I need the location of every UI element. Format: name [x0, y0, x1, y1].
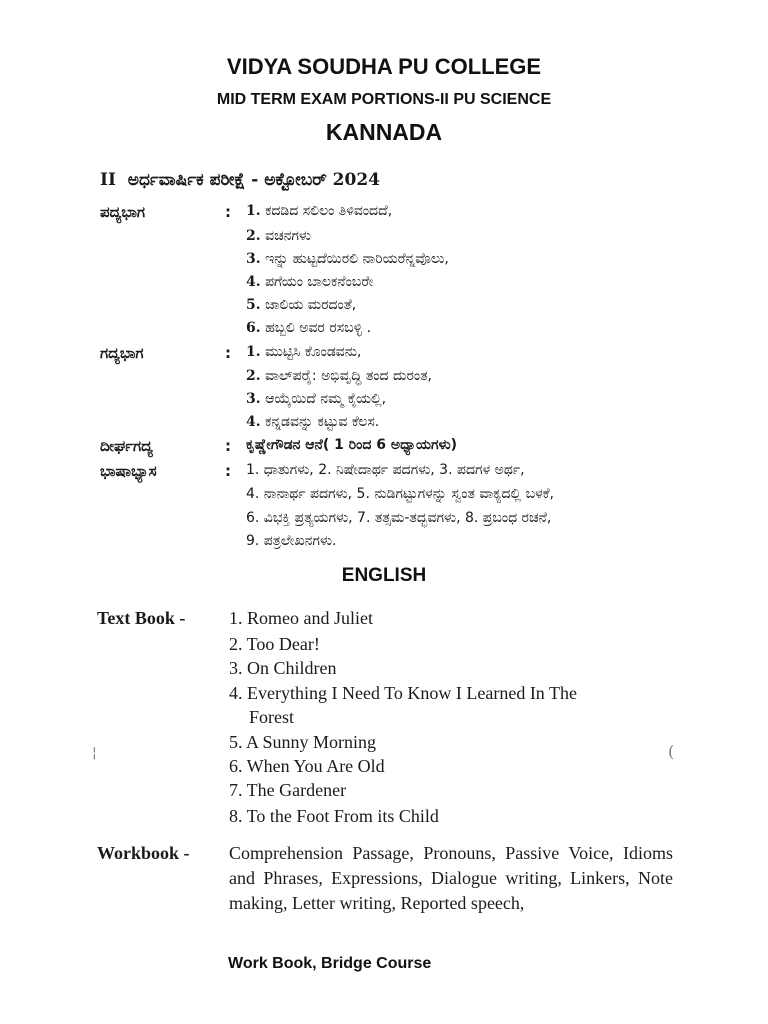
textbook-item: 5. A Sunny Morning [229, 732, 377, 752]
bhasha-line: 6. ವಿಭಕ್ತಿ ಪ್ರತ್ಯಯಗಳು, 7. ತತ್ಸಮ-ತದ್ಭವಗಳು, 8. ಪ್ರಬಂಧ ರಚನೆ, [246, 510, 552, 526]
gadya-item [246, 368, 432, 384]
item-text: ಹಬ್ಬಲಿ ಅವರ ರಸಬಳ್ಳಿ . [265, 320, 372, 336]
item-text: ಕದಡಿದ ಸಲಿಲಂ ತಿಳಿವಂದದೆ, [265, 203, 393, 219]
deerga-label: ದೀರ್ಘಗದ್ಯ [100, 437, 153, 455]
item-number: 3. [246, 251, 261, 267]
title-year: 2024 [332, 170, 380, 190]
item-number: 2. [246, 228, 261, 244]
textbook-item: 4. Everything I Need To Know I Learned In The [229, 683, 577, 703]
item-number: 6. [246, 320, 261, 336]
textbook-item: 7. The Gardener [229, 780, 347, 800]
item-number: 5. [246, 297, 261, 313]
padya-item [246, 251, 449, 267]
padya-item [246, 320, 371, 336]
item-text: ಪಗೆಯಂ ಬಾಲಕನೆಂಬರೇ [265, 274, 374, 290]
item-text: ವಾಲ್‌ಪರೈ: ಅಭಿವೃದ್ಧಿ ತಂದ ದುರಂತ, [265, 368, 432, 384]
footer-note: Work Book, Bridge Course [228, 955, 432, 972]
textbook-item-continued: Forest [249, 707, 294, 727]
deerga-colon: : [225, 437, 231, 455]
exam-title: MID TERM EXAM PORTIONS-II PU SCIENCE [216, 91, 552, 108]
gadya-item [246, 391, 386, 407]
item-number: 1. [246, 203, 261, 219]
scan-mark-left: ¦ [92, 745, 97, 761]
item-number: 4. [246, 274, 261, 290]
item-number: 2. [246, 368, 261, 384]
college-name: VIDYA SOUDHA PU COLLEGE [226, 54, 542, 79]
textbook-item: 8. To the Foot From its Child [229, 806, 439, 826]
item-text: ವಚನಗಳು [265, 228, 312, 244]
workbook-label: Workbook - [97, 843, 190, 863]
item-text: ಕನ್ನಡವನ್ನು ಕಟ್ಟುವ ಕೆಲಸ. [265, 414, 380, 430]
gadya-label: ಗದ್ಯಭಾಗ [100, 344, 144, 362]
bhasha-line: 1. ಧಾತುಗಳು, 2. ನಿಷೇದಾರ್ಥ ಪದಗಳು, 3. ಪದಗಳ ಅರ್ಥ, [246, 462, 525, 478]
textbook-label: Text Book - [97, 608, 186, 628]
item-number: 1. [246, 344, 261, 360]
textbook-item: 3. On Children [229, 658, 337, 678]
padya-colon: : [225, 203, 231, 221]
item-text: ಇನ್ನು ಹುಟ್ಟದೆಯಿರಲಿ ನಾರಿಯರೆನ್ನವೊಲು, [265, 251, 449, 267]
item-text: ಮುಟ್ಟಿಸಿ ಕೊಂಡವನು, [265, 344, 362, 360]
padya-label: ಪದ್ಯಭಾಗ [100, 203, 146, 221]
padya-item [246, 274, 373, 290]
bhasha-colon: : [225, 462, 231, 480]
padya-item [246, 297, 356, 313]
textbook-item: 6. When You Are Old [229, 756, 385, 776]
scan-mark-right: ( [668, 742, 675, 761]
deerga-text: ಕೃಷ್ಣೇಗೌಡನ ಆನೆ( 1 ರಿಂದ 6 ಅಧ್ಯಾಯಗಳು) [246, 437, 458, 453]
title-kannada-text: ಅರ್ಧವಾರ್ಷಿಕ ಪರೀಕ್ಷೆ - ಅಕ್ಟೋಬರ್ [127, 170, 327, 190]
gadya-item [246, 344, 361, 360]
item-number: 3. [246, 391, 261, 407]
textbook-item: 1. Romeo and Juliet [229, 608, 373, 628]
padya-item [246, 203, 392, 219]
workbook-topics: Comprehension Passage, Pronouns, Passive Voice, Idioms and Phrases, Expressions, Dialogue writing, Linkers, Note making, Letter writing, Reported speech, [229, 843, 673, 913]
item-text: ಆಯ್ಕೆಯಿದೆ ನಮ್ಮ ಕೈಯಲ್ಲಿ, [265, 391, 387, 407]
item-text: ಜಾಲಿಯ ಮರದಂತೆ, [265, 297, 357, 313]
kannada-exam-title [100, 170, 380, 190]
title-roman: II [100, 170, 116, 190]
bhasha-line: 9. ಪತ್ರಲೇಖನಗಳು. [246, 533, 337, 549]
padya-item [246, 228, 311, 244]
kannada-heading: KANNADA [325, 119, 443, 145]
gadya-item [246, 414, 379, 430]
item-number: 4. [246, 414, 261, 430]
bhasha-label: ಭಾಷಾಭ್ಯಾಸ [100, 462, 157, 480]
english-heading: ENGLISH [341, 565, 427, 586]
bhasha-line: 4. ನಾನಾರ್ಥ ಪದಗಳು, 5. ನುಡಿಗಟ್ಟುಗಳನ್ನು ಸ್ವಂತ ವಾಕ್ಯದಲ್ಲಿ ಬಳಕೆ, [246, 486, 554, 502]
gadya-colon: : [225, 344, 231, 362]
textbook-item: 2. Too Dear! [229, 634, 320, 654]
